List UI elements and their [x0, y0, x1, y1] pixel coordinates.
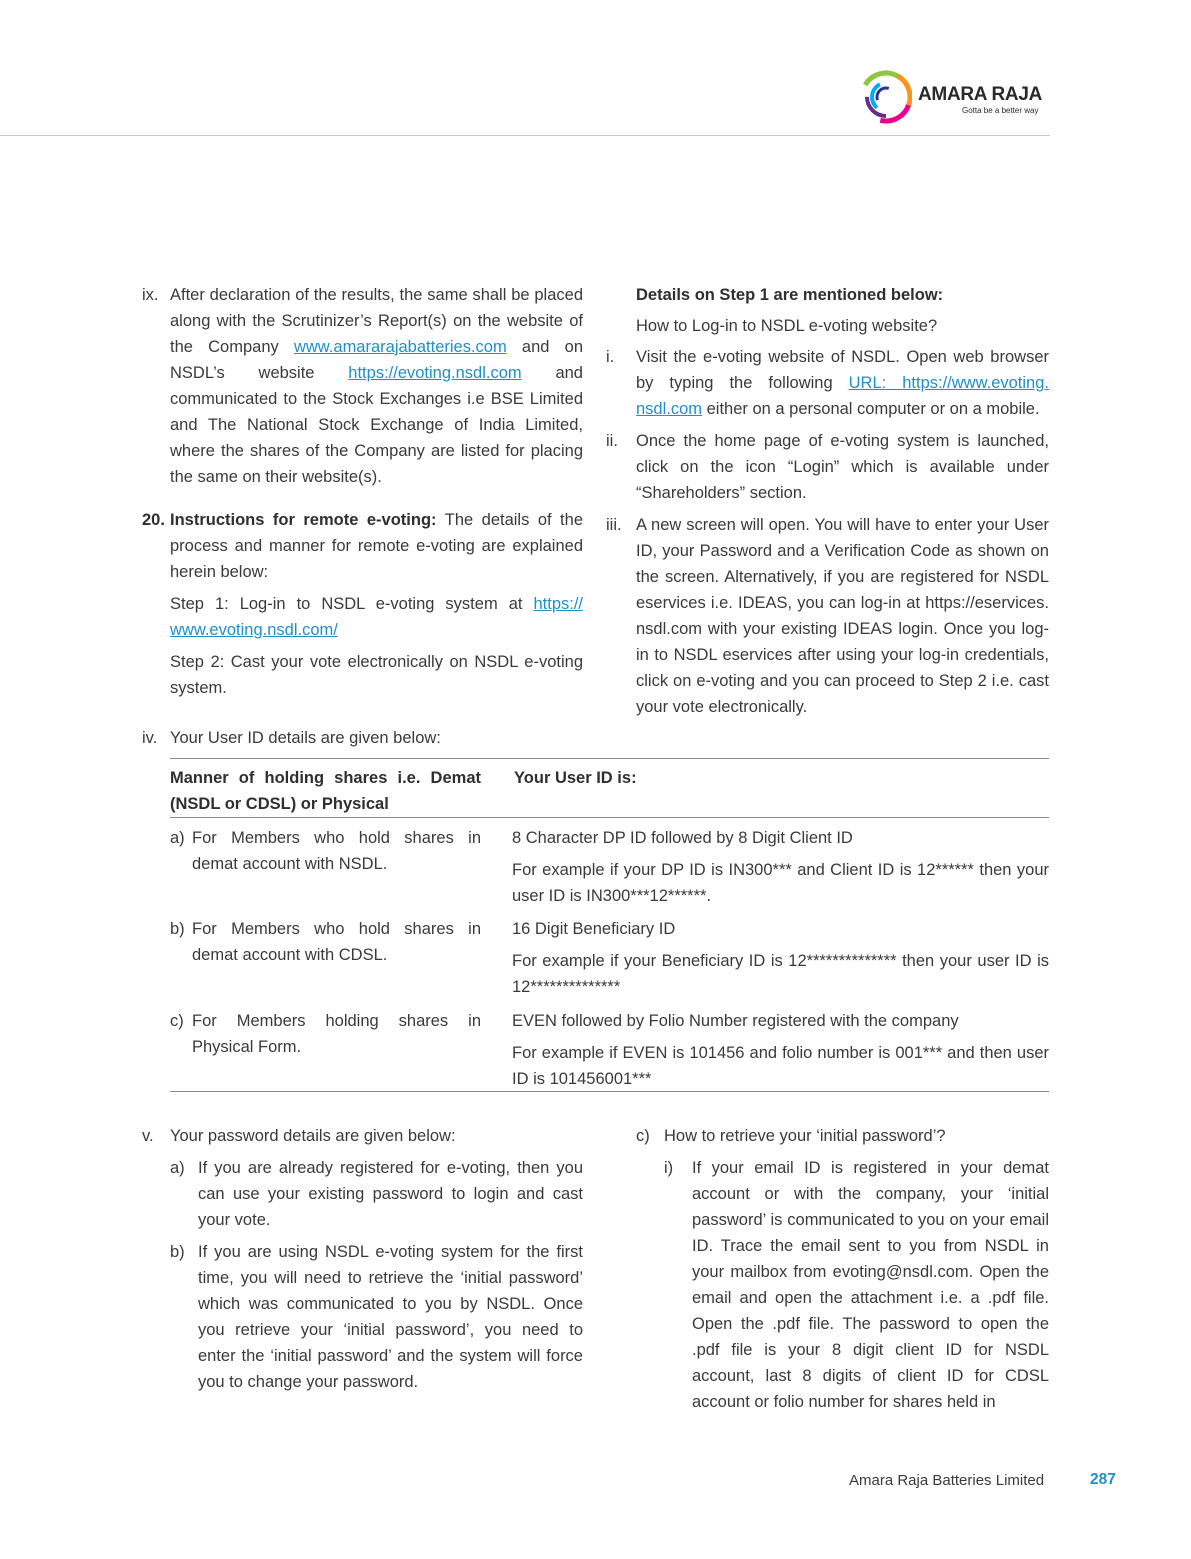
evoting-link[interactable]: https:// www.evoting.nsdl.com/	[170, 595, 583, 639]
password-left-column	[142, 1123, 583, 1395]
list-item-i	[606, 344, 1049, 422]
table-bottom-rule	[170, 1091, 1049, 1092]
ix-text: After declaration of the results, the same shall be placed along with the Scrutinizer’s Report(s) on the website of the Company	[170, 286, 583, 356]
page-number: 287	[1090, 1471, 1116, 1488]
ii-text: Once the home page of e-voting system is launched, click on the icon “Login” which is available under “Shareholders” section.	[636, 432, 1049, 502]
row-line2: For example if your Beneficiary ID is 12************** then your user ID is 12**************	[512, 952, 1049, 996]
table-row-b-label	[170, 916, 481, 968]
row-label: For Members holding shares in Physical Form.	[192, 1012, 481, 1056]
right-column	[606, 282, 1049, 720]
row-marker: c)	[170, 1012, 184, 1030]
row-label: For Members who hold shares in demat account with CDSL.	[192, 920, 481, 964]
list-item-v-a	[142, 1155, 583, 1233]
userid-intro-text: Your User ID details are given below:	[170, 729, 441, 747]
table-header-col1	[170, 765, 481, 817]
step2-text: Step 2: Cast your vote electronically on NSDL e-voting system.	[170, 653, 583, 697]
table-row-c-label	[170, 1008, 481, 1060]
list-marker: 20.	[142, 511, 165, 529]
row-line2: For example if EVEN is 101456 and folio number is 001*** and then user ID is 101456001***	[512, 1044, 1049, 1088]
i-text: either on a personal computer or on a mobile.	[706, 400, 1040, 418]
row-line1: 16 Digit Beneficiary ID	[512, 920, 676, 938]
v-text: Your password details are given below:	[170, 1127, 456, 1145]
header-divider	[0, 135, 1050, 136]
list-marker: iii.	[606, 516, 622, 534]
list-marker: b)	[170, 1243, 185, 1261]
left-column	[142, 282, 583, 701]
list-item-20	[142, 507, 583, 701]
logo-tagline: Gotta be a better way	[962, 106, 1039, 115]
table-header-col2	[514, 765, 1014, 791]
row-line1: EVEN followed by Folio Number registered with the company	[512, 1012, 959, 1030]
logo-brand-text: AMARA RAJA	[918, 84, 1043, 105]
table-top-rule	[170, 758, 1049, 759]
list-marker: i.	[606, 348, 615, 366]
list-marker: ix.	[142, 286, 159, 304]
list-item-v-c-i	[636, 1155, 1049, 1415]
evoting-url-link[interactable]: URL: https://www.evoting. nsdl.com	[636, 374, 1049, 418]
row-line1: 8 Character DP ID followed by 8 Digit Client ID	[512, 829, 853, 847]
table-header-text: Manner of holding shares i.e. Demat (NSDL or CDSL) or Physical	[170, 769, 481, 813]
list-marker: ii.	[606, 432, 618, 450]
list-marker: i)	[664, 1159, 674, 1177]
list-item-ix	[142, 282, 583, 490]
v-b-text: If you are using NSDL e-voting system for the first time, you will need to retrieve the ‘initial password’ which was communicated to you by NSDL. Once you retrieve your ‘initial password’, you need to enter the ‘initial password’ and the system will force you to change your password.	[198, 1243, 583, 1391]
row-line2: For example if your DP ID is IN300*** and Client ID is 12****** then your user ID is IN300***12******.	[512, 861, 1049, 905]
company-website-link[interactable]: www.amararajabatteries.com	[293, 338, 507, 356]
list-item-iii	[606, 512, 1049, 720]
howto-text: How to Log-in to NSDL e-voting website?	[636, 317, 938, 335]
v-a-text: If you are already registered for e-voting, then you can use your existing password to login and cast your vote.	[198, 1159, 583, 1229]
ix-text: and on NSDL’s website	[170, 338, 584, 382]
list-marker: v.	[142, 1127, 154, 1145]
footer-company-name: Amara Raja Batteries Limited	[849, 1472, 1045, 1489]
list-marker: c)	[636, 1127, 650, 1145]
ix-text: and communicated to the Stock Exchanges i.e BSE Limited and The National Stock Exchange of India Limited, where the shares of the Company are listed for placing the same on their website(s).	[170, 364, 583, 486]
details-heading: Details on Step 1 are mentioned below:	[636, 286, 944, 304]
list-item-v-c	[636, 1123, 1049, 1149]
row-label: For Members who hold shares in demat account with NSDL.	[192, 829, 481, 873]
list-item-v	[142, 1123, 583, 1149]
iii-text: A new screen will open. You will have to enter your User ID, your Password and a Verification Code as shown on the screen. Alternatively, if you are registered for NSDL eservices i.e. IDEAS, you can log-in at https://eservices. nsdl.com with your existing IDEAS login. Once you log-in to NSDL eservices after using your log-in credentials, click on e-voting and you can proceed to Step 2 i.e. cast your vote electronically.	[636, 516, 1049, 716]
i-text: Visit the e-voting website of NSDL. Open web browser by typing the following	[636, 348, 1049, 392]
row-marker: b)	[170, 920, 185, 938]
table-row-a-value	[512, 825, 1049, 909]
password-right-column	[636, 1123, 1049, 1415]
list-marker: iv.	[142, 729, 158, 747]
list-item-v-b	[142, 1239, 583, 1395]
table-row-b-value	[512, 916, 1049, 1000]
table-row-c-value	[512, 1008, 1049, 1092]
table-header-text: Your User ID is:	[514, 769, 637, 787]
v-c-i-text: If your email ID is registered in your demat account or with the company, your ‘initial password’ is communicated to you on your email ID. Trace the email sent to you from NSDL in your mailbox from evoting@nsdl.com. Open the email and open the attachment i.e. a .pdf file. Open the .pdf file. The password to open the .pdf file is your 8 digit client ID for NSDL account, last 8 digits of client ID for CDSL account or folio number for shares held in	[692, 1159, 1049, 1411]
list-item-ii	[606, 428, 1049, 506]
table-header-rule	[170, 817, 1049, 818]
list-marker: a)	[170, 1159, 185, 1177]
userid-intro	[142, 725, 742, 751]
company-logo	[858, 70, 1053, 124]
item20-text: The details of the process and manner for remote e-voting are explained herein below:	[170, 511, 583, 581]
amara-raja-swirl-logo-icon	[858, 70, 912, 124]
step1-text: Step 1: Log-in to NSDL e-voting system at	[170, 595, 523, 613]
section-heading: Instructions for remote e-voting:	[170, 511, 437, 529]
row-marker: a)	[170, 829, 185, 847]
nsdl-website-link[interactable]: https://evoting.nsdl.com	[348, 364, 522, 382]
table-row-a-label	[170, 825, 481, 877]
v-c-text: How to retrieve your ‘initial password’?	[664, 1127, 946, 1145]
